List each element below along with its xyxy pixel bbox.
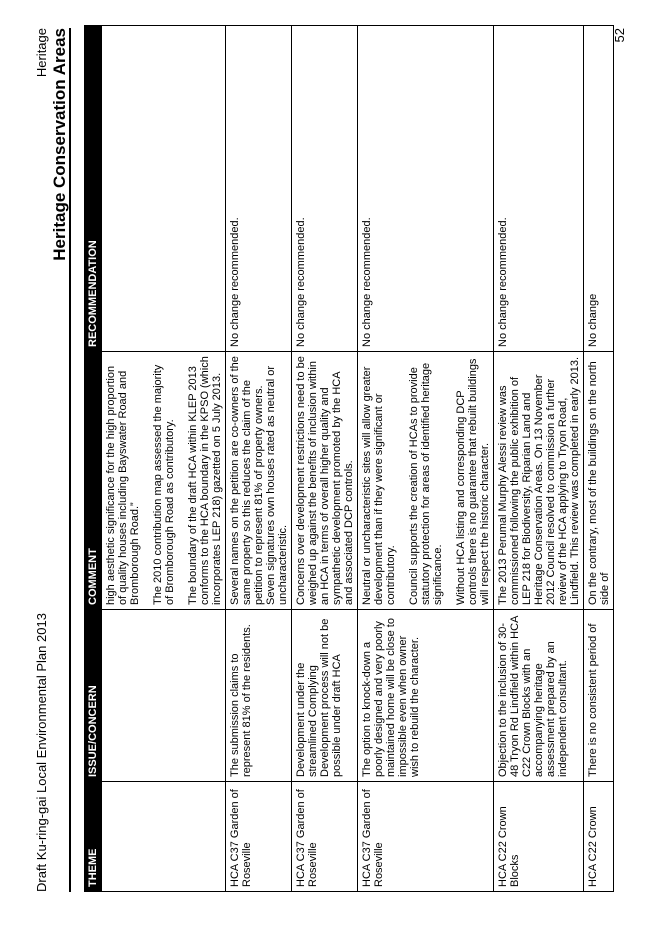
issue-cell: Development under the streamlined Complying Development process will not be possible under draft HCA xyxy=(292,610,358,782)
table-row xyxy=(494,26,584,892)
theme-cell: HCA C37 Garden of Roseville xyxy=(226,782,292,892)
comment-paragraph: The 2010 contribution map assessed the majority of Bromborough Road as contributory. xyxy=(152,364,176,605)
table-row xyxy=(584,26,614,892)
comment-cell xyxy=(494,352,584,610)
issue-cell: Objection to the inclusion of 30-48 Tryon Rd Lindfield within HCA C22 Crown Blocks with an accompanying heritage assessment prepared by an independent consultant. xyxy=(494,610,584,782)
column-header-recommendation: RECOMMENDATION xyxy=(85,26,102,352)
comment-paragraph: On the contrary, most of the buildings on the north side of xyxy=(587,361,611,605)
comment-paragraph: Neutral or uncharacteristic sites will allow greater development than if they were significant or contributory. xyxy=(361,366,397,605)
comment-cell xyxy=(358,352,494,610)
comment-cell xyxy=(584,352,614,610)
comment-paragraph: Several names on the petition are co-owners of the same property so this reduces the claim of the petition to represent 81% of property owners. Seven signatures own houses rated as neutral or uncharacteristic. xyxy=(229,356,289,605)
column-header-issue: ISSUE/CONCERN xyxy=(85,610,102,782)
column-header-comment: COMMENT xyxy=(85,352,102,610)
comment-paragraph: high aesthetic significance for the high proportion of quality houses including Bayswater Road and Bromborough Road.” xyxy=(105,365,141,605)
issue-cell xyxy=(102,610,226,782)
issue-cell: There is no consistent period of xyxy=(584,610,614,782)
table-header-row xyxy=(85,26,102,892)
comment-cell xyxy=(226,352,292,610)
column-header-theme: THEME xyxy=(85,782,102,892)
issue-cell: The option to knock-down a poorly designed and very poorly maintained home will be close to impossible even when owner wish to rebuild the character. xyxy=(358,610,494,782)
table-row xyxy=(358,26,494,892)
recommendation-cell: No change recommended. xyxy=(358,26,494,352)
comment-paragraph: The 2013 Perumal Murphy Alessi review was commissioned following the public exhibition of LEP 218 for Biodiversity, Riparian Land and Heritage Conservation Areas. On 13 November 2012 Council resolved to commission a further review of the HCA applying to Tryon Road, Lindfield. This review was completed in early 2013. xyxy=(497,356,581,605)
theme-cell xyxy=(102,782,226,892)
recommendation-cell: No change recommended. xyxy=(226,26,292,352)
issue-cell: The submission claims to represent 81% of the residents. xyxy=(226,610,292,782)
comment-cell xyxy=(292,352,358,610)
page-title: Heritage Conservation Areas xyxy=(50,28,69,261)
comment-cell xyxy=(102,352,226,610)
comment-paragraph: Without HCA listing and corresponding DCP controls there is no guarantee that rebuilt buildings will respect the historic character. xyxy=(455,358,491,605)
table-row xyxy=(292,26,358,892)
comment-paragraph: The boundary of the draft HCA within KLEP 2013 conforms to the HCA boundary in the KPSO (which incorporates LEP 218) gazetted on 5 July 2013. xyxy=(187,356,223,605)
theme-cell: HCA C37 Garden of Roseville xyxy=(358,782,494,892)
theme-cell: HCA C37 Garden of Roseville xyxy=(292,782,358,892)
table-row xyxy=(226,26,292,892)
comment-paragraph: Concerns over development restrictions need to be weighed up against the benefits of inclusion within an HCA in terms of overall higher quality and sympathetic development promoted by the HCA and associated DCP controls. xyxy=(295,356,355,605)
theme-cell: HCA C22 Crown xyxy=(584,782,614,892)
submissions-table xyxy=(84,25,614,892)
recommendation-cell: No change xyxy=(584,26,614,352)
theme-cell: HCA C22 Crown Blocks xyxy=(494,782,584,892)
page-number: 52 xyxy=(612,28,627,43)
header-rule xyxy=(69,28,71,892)
recommendation-cell: No change recommended. xyxy=(292,26,358,352)
plan-title: Draft Ku-ring-gai Local Environmental Plan 2013 xyxy=(34,613,49,892)
recommendation-cell: No change recommended. xyxy=(494,26,584,352)
section-name: Heritage xyxy=(34,28,49,78)
comment-paragraph: Council supports the creation of HCAs to provide statutory protection for areas of identified heritage significance. xyxy=(408,362,444,605)
recommendation-cell xyxy=(102,26,226,352)
table-row xyxy=(102,26,226,892)
